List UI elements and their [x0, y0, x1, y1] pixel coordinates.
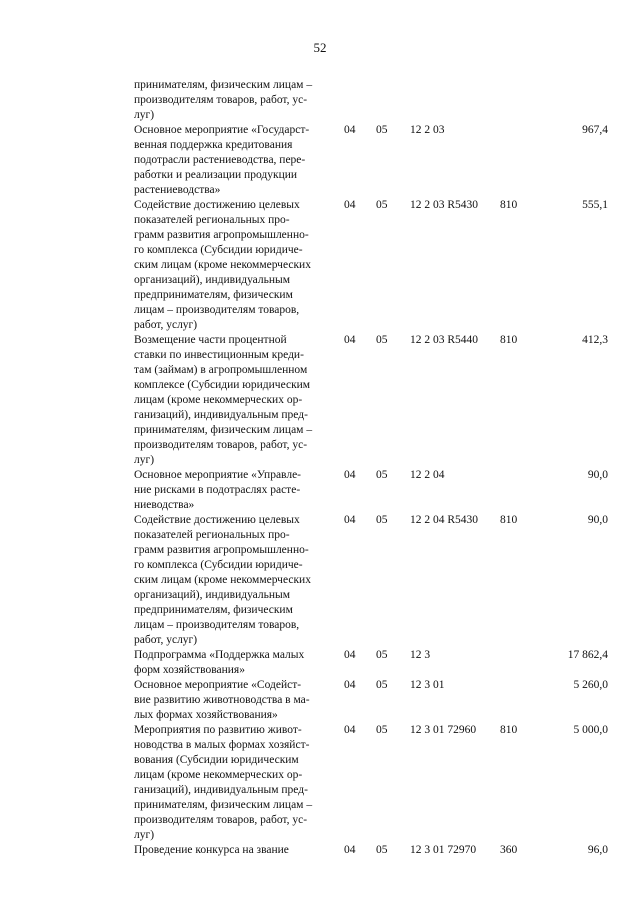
row-name: Проведение конкурса на звание — [134, 844, 289, 856]
table-row — [134, 198, 608, 333]
row-name: принимателям, физическим лицам – производителям товаров, работ, ус- луг) — [134, 79, 313, 121]
row-sum: 555,1 — [582, 199, 608, 211]
budget-table — [134, 78, 608, 858]
row-razdel: 04 — [344, 124, 356, 136]
row-vr: 360 — [500, 844, 518, 856]
row-razdel: 04 — [344, 514, 356, 526]
row-name: Основное мероприятие «Содейст- вие развитию животноводства в ма- лых формах хозяйствования» — [134, 679, 310, 721]
row-csr: 12 2 04 — [410, 469, 445, 481]
row-sum: 5 260,0 — [573, 679, 608, 691]
row-sum: 90,0 — [587, 469, 608, 481]
row-razdel: 04 — [344, 469, 356, 481]
table-row — [134, 843, 608, 858]
row-name: Мероприятия по развитию живот- новодства в малых формах хозяйст- вования (Субсидии юридическим лицам (кроме некоммерческих ор- ганизаций), индивидуальным пред- принимателям, физическим лицам – производителям товаров, работ, ус- луг) — [134, 724, 313, 841]
row-podrazdel: 05 — [376, 844, 388, 856]
row-podrazdel: 05 — [376, 724, 388, 736]
row-csr: 12 2 03 R5440 — [410, 334, 479, 346]
row-csr: 12 2 03 — [410, 124, 445, 136]
row-csr: 12 3 01 — [410, 679, 445, 691]
table-row — [134, 333, 608, 468]
row-name: Возмещение части процентной ставки по инвестиционным креди- там (займам) в агропромышленном комплексе (Субсидии юридическим лицам (кроме некоммерческих ор- ганизаций), индивидуальным пред- принимателям, физическим лицам – производителям товаров, работ, ус- луг) — [134, 334, 313, 466]
row-csr: 12 3 01 72970 — [410, 844, 477, 856]
row-sum: 17 862,4 — [567, 649, 608, 661]
row-vr: 810 — [500, 514, 518, 526]
row-podrazdel: 05 — [376, 199, 388, 211]
table-row — [134, 723, 608, 843]
table-row — [134, 678, 608, 723]
row-name: Содействие достижению целевых показателей региональных про- грамм развития агропромышленно- го комплекса (Субсидии юридиче- ским лицам (кроме некоммерческих организаций), индивидуальным предпринимателям, физическим лицам – производителям товаров, работ, услуг) — [134, 514, 311, 646]
table-row — [134, 648, 608, 678]
row-csr: 12 2 04 R5430 — [410, 514, 479, 526]
row-csr: 12 3 01 72960 — [410, 724, 477, 736]
table-row — [134, 513, 608, 648]
row-sum: 90,0 — [587, 514, 608, 526]
page-number: 52 — [313, 40, 327, 55]
row-name: Основное мероприятие «Управле- ние рисками в подотраслях расте- ниеводства» — [134, 469, 301, 511]
row-csr: 12 3 — [410, 649, 431, 661]
row-podrazdel: 05 — [376, 469, 388, 481]
row-razdel: 04 — [344, 724, 356, 736]
row-name: Подпрограмма «Поддержка малых форм хозяйствования» — [134, 649, 305, 676]
row-razdel: 04 — [344, 334, 356, 346]
row-vr: 810 — [500, 724, 518, 736]
table-row — [134, 78, 608, 123]
row-razdel: 04 — [344, 844, 356, 856]
row-podrazdel: 05 — [376, 649, 388, 661]
table-row — [134, 123, 608, 198]
row-sum: 96,0 — [587, 844, 608, 856]
row-podrazdel: 05 — [376, 679, 388, 691]
row-sum: 967,4 — [582, 124, 608, 136]
row-podrazdel: 05 — [376, 124, 388, 136]
row-podrazdel: 05 — [376, 514, 388, 526]
row-sum: 5 000,0 — [573, 724, 608, 736]
row-csr: 12 2 03 R5430 — [410, 199, 479, 211]
row-vr: 810 — [500, 334, 518, 346]
row-podrazdel: 05 — [376, 334, 388, 346]
row-name: Содействие достижению целевых показателей региональных про- грамм развития агропромышленно- го комплекса (Субсидии юридиче- ским лицам (кроме некоммерческих организаций), индивидуальным предпринимателям, физическим лицам – производителям товаров, работ, услуг) — [134, 199, 311, 331]
table-row — [134, 468, 608, 513]
row-sum: 412,3 — [582, 334, 608, 346]
row-name: Основное мероприятие «Государст- венная поддержка кредитования подотрасли растениеводства, пере- работки и реализации продукции растениеводства» — [134, 124, 310, 196]
row-vr: 810 — [500, 199, 518, 211]
row-razdel: 04 — [344, 679, 356, 691]
row-razdel: 04 — [344, 199, 356, 211]
row-razdel: 04 — [344, 649, 356, 661]
